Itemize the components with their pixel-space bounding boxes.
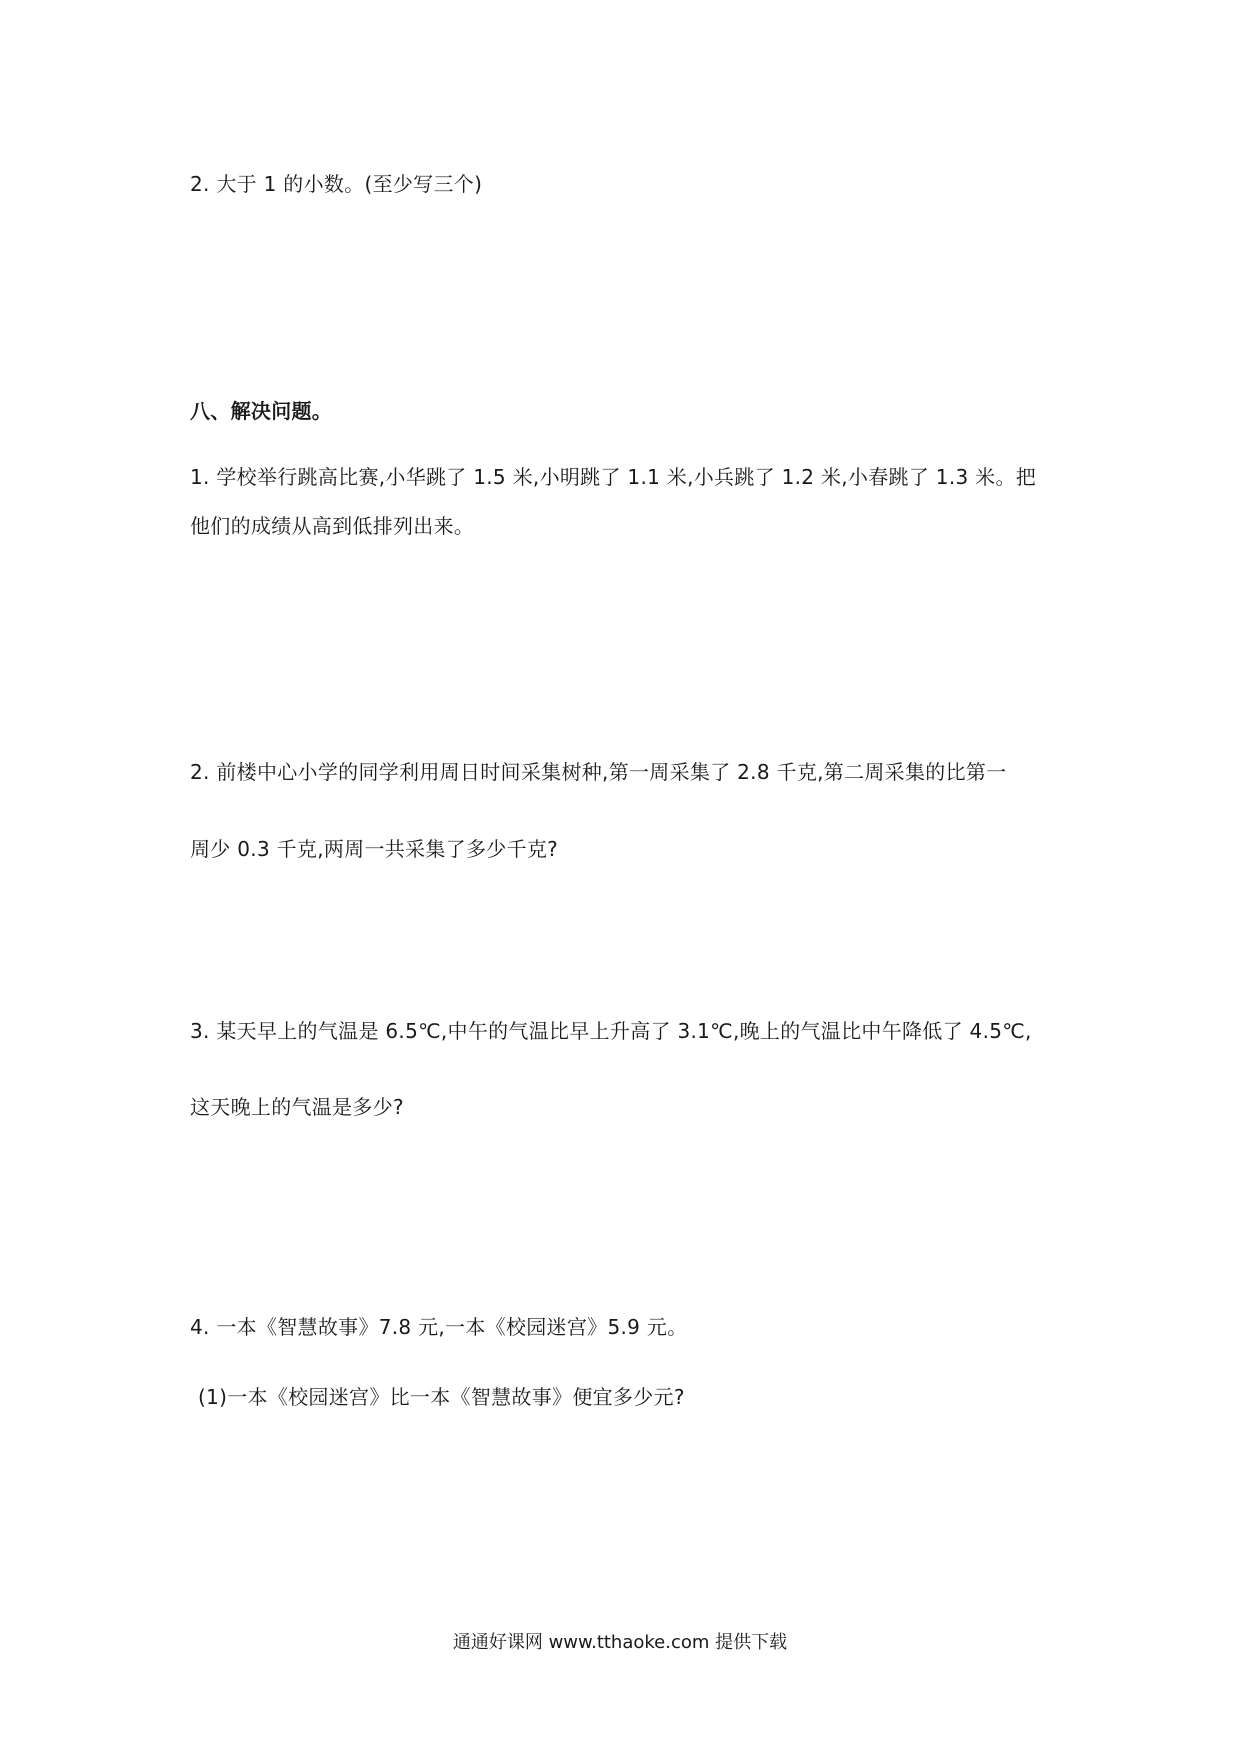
question-3-line-2: 这天晚上的气温是多少? [190,1095,404,1119]
question-2-line-2: 周少 0.3 千克,两周一共采集了多少千克? [190,837,559,861]
page-footer: 通通好课网 www.tthaoke.com 提供下载 [452,1632,788,1653]
question-7-item-2: 2. 大于 1 的小数。(至少写三个) [190,172,483,196]
question-1-line-1: 1. 学校举行跳高比赛,小华跳了 1.5 米,小明跳了 1.1 米,小兵跳了 1.2 米,小春跳了 1.3 米。把 [190,465,1037,489]
question-4-sub-1: (1)一本《校园迷宫》比一本《智慧故事》便宜多少元? [198,1385,685,1409]
question-2-line-1: 2. 前楼中心小学的同学利用周日时间采集树种,第一周采集了 2.8 千克,第二周采集的比第一 [190,760,1007,784]
question-3-line-1: 3. 某天早上的气温是 6.5℃,中午的气温比早上升高了 3.1℃,晚上的气温比中午降低了 4.5℃, [190,1019,1032,1043]
question-1-line-2: 他们的成绩从高到低排列出来。 [190,514,475,538]
question-4-line-1: 4. 一本《智慧故事》7.8 元,一本《校园迷宫》5.9 元。 [190,1315,688,1339]
section-8-heading: 八、解决问题。 [190,399,333,423]
